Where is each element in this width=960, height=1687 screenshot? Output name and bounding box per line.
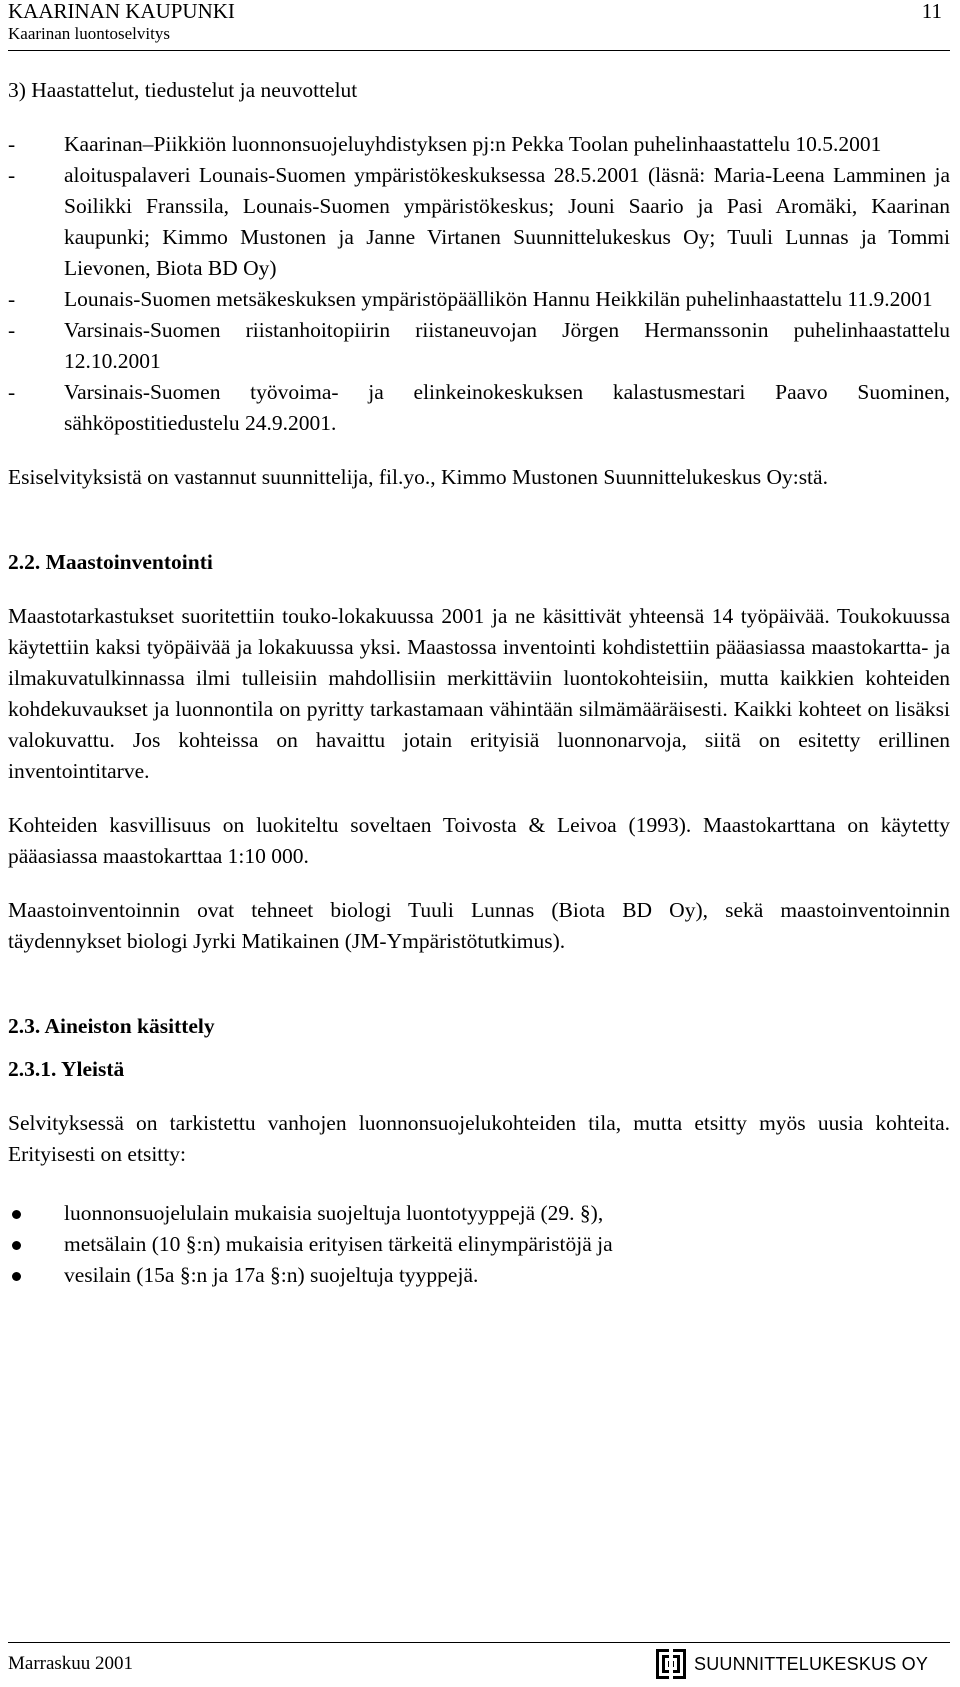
bullet-text: vesilain (15a §:n ja 17a §:n) suojeltuja tyyppejä. bbox=[64, 1263, 479, 1287]
header-org: KAARINAN KAUPUNKI bbox=[8, 0, 235, 23]
footer-date: Marraskuu 2001 bbox=[8, 1653, 134, 1674]
responsible-note: Esiselvityksistä on vastannut suunnittelija, fil.yo., Kimmo Mustonen Suunnittelukeskus Oy:stä. bbox=[8, 465, 828, 489]
list-dash: - bbox=[8, 318, 16, 342]
section-2-2-paragraph-1: Maastotarkastukset suoritettiin touko-lokakuussa 2001 ja ne käsittivät yhteensä 14 työpäivää. Toukokuussa käytettiin kaksi työpäivää ja lokakuussa yksi. Maastossa inventointi kohdistettiin pääasiassa maastokartta- ja ilmakuvatulkinnassa ilmi tulleisiin mahdollisiin merkittäviin luontokohteisiin, mutta kaikkien kohteiden kohdekuvaukset ja luonnontila on pyritty tarkastamaan vähintään silmämääräisesti. Kaikki kohteet on lisäksi valokuvattu. Jos kohteissa on havaittu jotain erityisiä luonnonarvoja, siitä on esitetty erillinen inventointitarve. bbox=[8, 604, 950, 783]
section-2-2-paragraph-3: Maastoinventoinnin ovat tehneet biologi Tuuli Lunnas (Biota BD Oy), sekä maastoinventoinnin täydennykset biologi Jyrki Matikainen (JM-Ympäristötutkimus). bbox=[8, 898, 950, 953]
list-dash: - bbox=[8, 287, 16, 311]
list-item bbox=[8, 129, 950, 160]
interview-list bbox=[8, 129, 950, 439]
page-number: 11 bbox=[921, 0, 942, 23]
bullet-icon bbox=[12, 1272, 21, 1281]
page-header bbox=[8, 0, 952, 45]
list-item-text: aloituspalaveri Lounais-Suomen ympäristökeskuksessa 28.5.2001 (läsnä: Maria-Leena Lamminen ja Soilikki Franssila, Lounais-Suomen ympäristökeskus; Jouni Saario ja Pasi Aromäki, Kaarinan kaupunki; Kimmo Mustonen ja Janne Virtanen Suunnittelukeskus Oy; Tuuli Lunnas ja Tommi Lievonen, Biota BD Oy) bbox=[64, 163, 950, 280]
bullet-text: metsälain (10 §:n) mukaisia erityisen tärkeitä elinympäristöjä ja bbox=[64, 1232, 613, 1256]
section-2-3-1-heading: 2.3.1. Yleistä bbox=[8, 1057, 125, 1081]
list-item bbox=[8, 315, 950, 377]
list-item-text: Kaarinan–Piikkiön luonnonsuojeluyhdistyksen pj:n Pekka Toolan puhelinhaastattelu 10.5.2001 bbox=[64, 132, 882, 156]
section-2-3-paragraph: Selvityksessä on tarkistettu vanhojen luonnonsuojelukohteiden tila, mutta etsitty myös uusia kohteita. Erityisesti on etsitty: bbox=[8, 1111, 950, 1166]
bullet-item bbox=[8, 1229, 950, 1260]
section-2-2-heading: 2.2. Maastoinventointi bbox=[8, 550, 213, 574]
bullet-icon bbox=[12, 1241, 21, 1250]
bullet-icon bbox=[12, 1210, 21, 1219]
list-dash: - bbox=[8, 163, 16, 187]
list-item bbox=[8, 284, 950, 315]
section-2-3-heading: 2.3. Aineiston käsittely bbox=[8, 1014, 215, 1038]
bullet-list bbox=[8, 1198, 950, 1291]
company-logo-icon bbox=[656, 1649, 686, 1679]
list-dash: - bbox=[8, 380, 16, 404]
page-body bbox=[8, 75, 950, 1291]
section-2-2-paragraph-2: Kohteiden kasvillisuus on luokiteltu soveltaen Toivosta & Leivoa (1993). Maastokarttana on käytetty pääasiassa maastokarttaa 1:10 000. bbox=[8, 813, 950, 868]
list-item bbox=[8, 377, 950, 439]
list-item-text: Lounais-Suomen metsäkeskuksen ympäristöpäällikön Hannu Heikkilän puhelinhaastattelu 11.9.2001 bbox=[64, 287, 933, 311]
list-item bbox=[8, 160, 950, 284]
list-item-text: Varsinais-Suomen riistanhoitopiirin riistaneuvojan Jörgen Hermanssonin puhelinhaastattelu 12.10.2001 bbox=[64, 318, 950, 373]
list-dash: - bbox=[8, 132, 16, 156]
bullet-text: luonnonsuojelulain mukaisia suojeltuja luontotyyppejä (29. §), bbox=[64, 1201, 604, 1225]
list-item-text: Varsinais-Suomen työvoima- ja elinkeinokeskuksen kalastusmestari Paavo Suominen, sähköpostitiedustelu 24.9.2001. bbox=[64, 380, 950, 435]
section-3-title: 3) Haastattelut, tiedustelut ja neuvottelut bbox=[8, 78, 358, 102]
footer-divider bbox=[8, 1642, 950, 1643]
bullet-item bbox=[8, 1260, 950, 1291]
footer-company-name: SUUNNITTELUKESKUS OY bbox=[694, 1654, 929, 1674]
header-divider bbox=[8, 50, 950, 51]
header-doc-title: Kaarinan luontoselvitys bbox=[8, 24, 170, 43]
bullet-item bbox=[8, 1198, 950, 1229]
